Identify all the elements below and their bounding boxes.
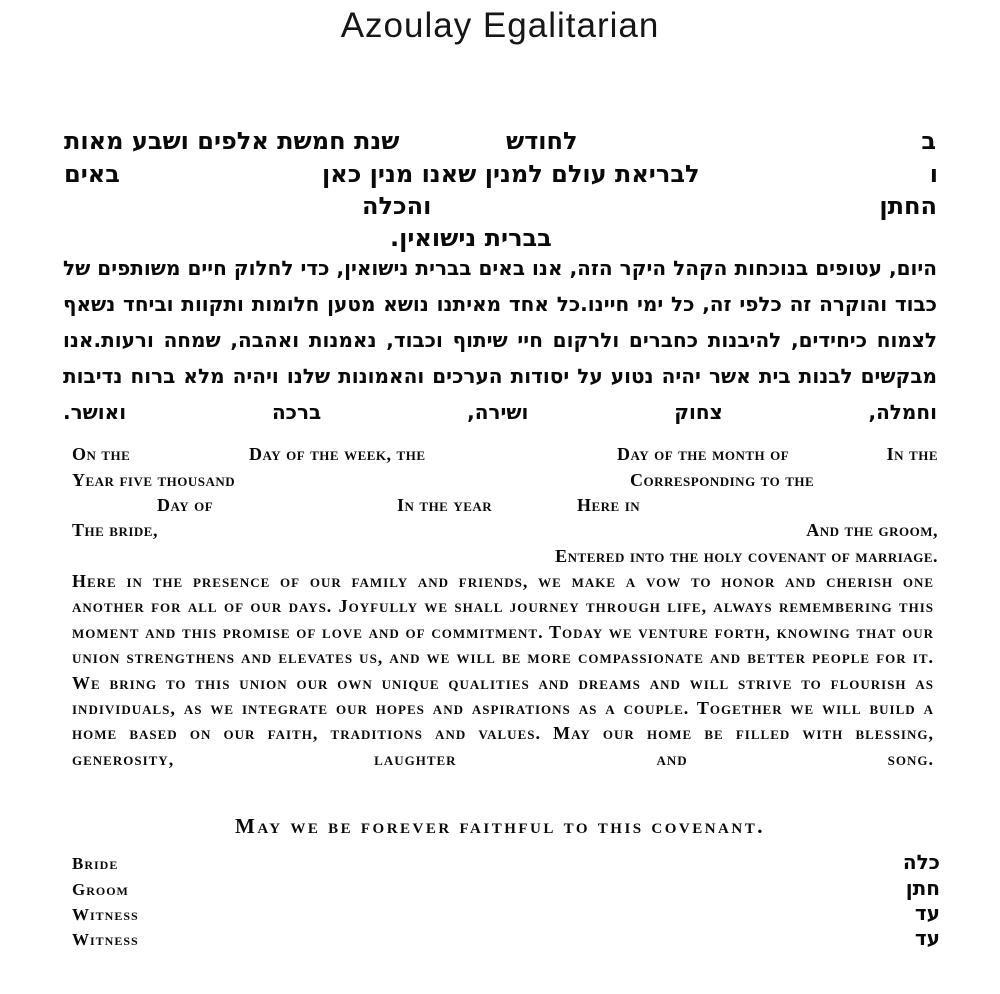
signature-row-bride	[72, 850, 940, 874]
english-the-bride: The bride,	[72, 520, 158, 540]
page-title: Azoulay Egalitarian	[340, 6, 660, 45]
hebrew-month-label: לחודש	[506, 127, 578, 155]
groom-label: Groom	[72, 880, 129, 899]
hebrew-groom-label: החתן	[879, 192, 937, 220]
hebrew-covenant-text: בברית נישואין.	[390, 224, 552, 252]
english-paragraph: Here in the presence of our family and friends, we make a vow to honor and cherish one another for all of our days. Joyfully we shall journey through life, always remembering this moment and this promise of love and of commitment. Today we venture forth, knowing that our union strengthens and elevates us, and we will be more compassionate and better people for it. We bring to this union our own unique qualities and dreams and will strive to flourish as individuals, as we integrate our hopes and aspirations as a couple. Together we will build a home based on our faith, traditions and values. May our home be filled with blessing, generosity, laughter and song.	[72, 571, 934, 769]
witness-1-label: Witness	[72, 905, 139, 924]
signature-row-witness-1	[72, 901, 940, 925]
hebrew-enter-word: באים	[64, 160, 120, 188]
english-day-of: Day of	[157, 495, 214, 515]
english-on-the: On the	[72, 444, 131, 464]
bride-hebrew-label: כלה	[902, 850, 940, 874]
english-year-five-thousand: Year five thousand	[72, 470, 236, 490]
hebrew-bride-label: והכלה	[362, 192, 432, 220]
witness-1-hebrew-label: עד	[914, 901, 940, 925]
bride-label: Bride	[72, 854, 119, 873]
vow-line: May we be forever faithful to this covenant.	[235, 814, 765, 838]
hebrew-day-prefix: ב	[921, 127, 936, 155]
witness-2-hebrew-label: עד	[914, 926, 940, 950]
witness-2-label: Witness	[72, 930, 139, 949]
english-entered-covenant: Entered into the holy covenant of marriage.	[555, 546, 938, 566]
hebrew-conjunction: ו	[929, 160, 938, 188]
english-in-the-year: In the year	[397, 495, 493, 515]
english-day-of-month: Day of the month of	[617, 444, 790, 464]
english-corresponding-to-the: Corresponding to the	[630, 470, 815, 490]
english-in-the: In the	[886, 444, 938, 464]
signature-row-witness-2	[72, 926, 940, 950]
hebrew-paragraph: היום, עטופים בנוכחות הקהל היקר הזה, אנו באים בברית נישואין, כדי לחלוק חיים משותפים של כבוד והוקרה זה כלפי זה, כל ימי חיינו.כל אחד מאיתנו נושא מטען חלומות ותקוות וביחד נשאף לצמוח כיחידים, להיבנות כחברים ולרקום חיי שיתוף וכבוד, נאמנות ואהבה, שמחה ורעות.אנו מבקשים לבנות בית אשר יהיה נטוע על יסודות הערכים והאמונות שלנו ויהיה מלא ברוח נדיבות וחמלה, צחוק ושירה, ברכה ואושר.	[63, 256, 937, 424]
signature-row-groom	[72, 876, 940, 900]
english-and-the-groom: And the groom,	[806, 520, 938, 540]
hebrew-creation-text: לבריאת עולם למנין שאנו מנין כאן	[322, 160, 700, 188]
english-here-in: Here in	[577, 495, 641, 515]
hebrew-year-text: שנת חמשת אלפים ושבע מאות	[64, 127, 400, 155]
english-day-of-week: Day of the week, the	[249, 444, 426, 464]
groom-hebrew-label: חתן	[905, 876, 940, 900]
